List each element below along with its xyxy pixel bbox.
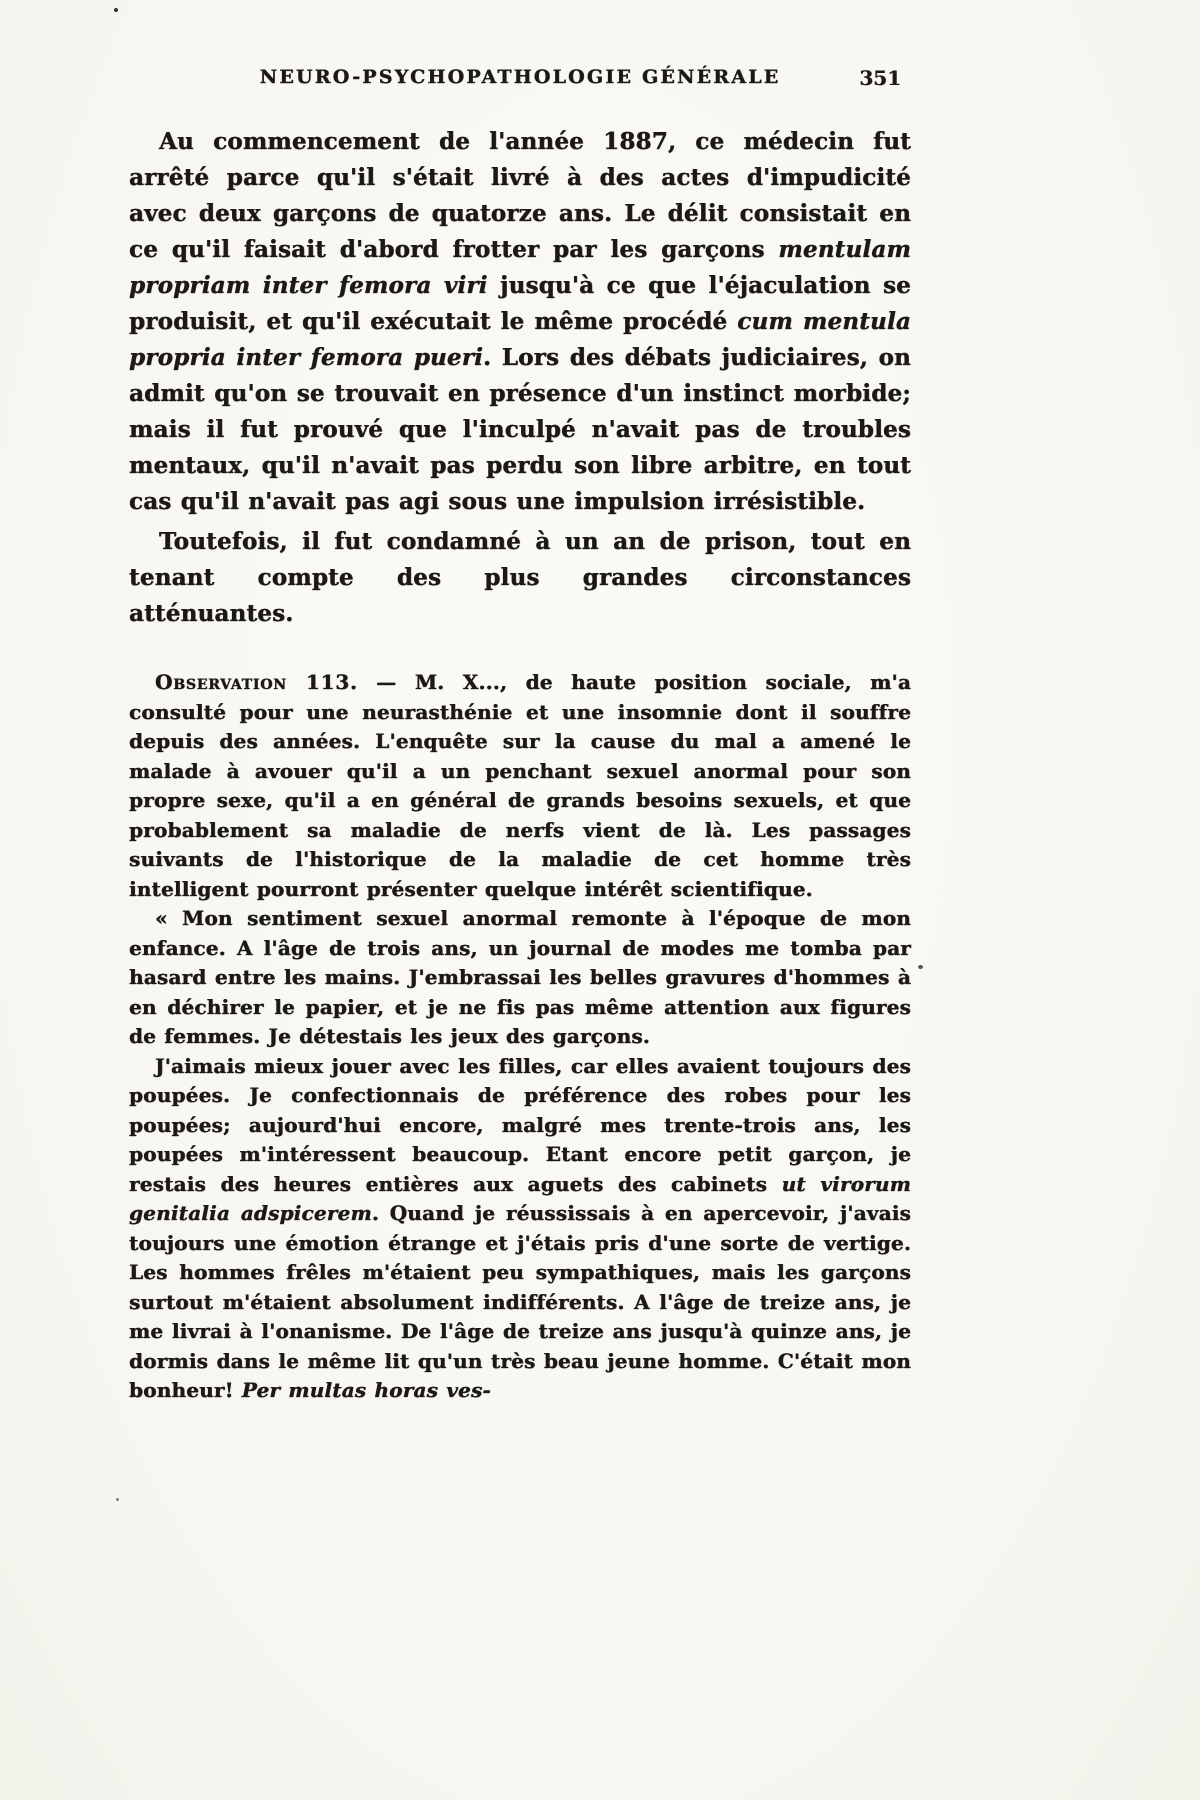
text-segment: Per multas horas ves- — [241, 1378, 491, 1402]
paragraph — [129, 668, 911, 904]
text-segment: Toutefois, il fut condamné à un an de prison, tout en tenant compte des plus grandes circonstances atténuantes. — [129, 528, 911, 627]
text-segment: « Mon sentiment sexuel anormal remonte à l'époque de mon enfance. A l'âge de trois ans, un journal de modes me tomba par hasard entre les mains. J'embrassai les belles gravures d'hommes à en déchirer le papier, et je ne fis pas même attention aux figures de femmes. Je détestais les jeux des garçons. — [129, 906, 911, 1048]
text-segment: Observation 113. — [155, 670, 358, 694]
text-segment: . Lors des débats judiciaires, on admit qu'on se trouvait en présence d'un instinct morbide; mais il fut prouvé que l'inculpé n'avait pas de troubles mentaux, qu'il n'avait pas perdu son libre arbitre, en tout cas qu'il n'avait pas agi sous une impulsion irrésistible. — [129, 344, 911, 515]
intro-section — [129, 124, 911, 632]
text-segment: J'aimais mieux jouer avec les filles, car elles avaient toujours des poupées. Je confectionnais de préférence des robes pour les poupées; aujourd'hui encore, malgré mes trente-trois ans, les poupées m'intéressent beaucoup. Etant encore petit garçon, je restais des heures entières aux aguets des cabinets — [129, 1053, 911, 1196]
paragraph — [129, 904, 911, 1052]
scan-speck — [918, 965, 923, 969]
page-header — [129, 66, 911, 96]
text-segment: jusqu'à ce que l'éjaculation se produisit, et qu'il exécutait le même procédé — [129, 272, 911, 335]
page-body — [129, 66, 911, 1406]
text-segment: Au commencement de l'année 1887, ce médecin fut arrêté parce qu'il s'était livré à des actes d'impudicité avec deux garçons de quatorze ans. Le délit consistait en ce qu'il faisait d'abord frotter par les garçons — [129, 128, 911, 263]
text-segment: . Quand je réussissais à en apercevoir, j'avais toujours une émotion étrange et j'étais pris d'une sorte de vertige. Les hommes frêles m'étaient peu sympathiques, mais les garçons surtout m'étaient absolument indifférents. A l'âge de treize ans, je me livrai à l'onanisme. De l'âge de treize ans jusqu'à quinze ans, je dormis dans le même lit qu'un très beau jeune homme. C'était mon bonheur! — [129, 1201, 911, 1402]
scan-speck — [114, 8, 118, 12]
scan-speck — [116, 1498, 119, 1501]
page-number: 351 — [859, 66, 901, 90]
paragraph — [129, 124, 911, 520]
running-title: NEURO-PSYCHOPATHOLOGIE GÉNÉRALE — [259, 66, 781, 88]
paragraph — [129, 1052, 911, 1406]
text-segment: mentulam propriam inter femora viri — [129, 236, 911, 299]
text-segment: cum mentula propria inter femora pueri — [129, 308, 911, 371]
observation-section — [129, 668, 911, 1406]
text-segment: — M. X..., de haute position sociale, m'a consulté pour une neurasthénie et une insomnie dont il souffre depuis des années. L'enquête sur la cause du mal a amené le malade à avouer qu'il a un penchant sexuel anormal pour son propre sexe, qu'il a en général de grands besoins sexuels, et que probablement sa maladie de nerfs vient de là. Les passages suivants de l'historique de la maladie de cet homme très intelligent pourront présenter quelque intérêt scientifique. — [129, 670, 911, 901]
paragraph — [129, 524, 911, 632]
text-segment: ut virorum genitalia adspicerem — [129, 1171, 912, 1225]
